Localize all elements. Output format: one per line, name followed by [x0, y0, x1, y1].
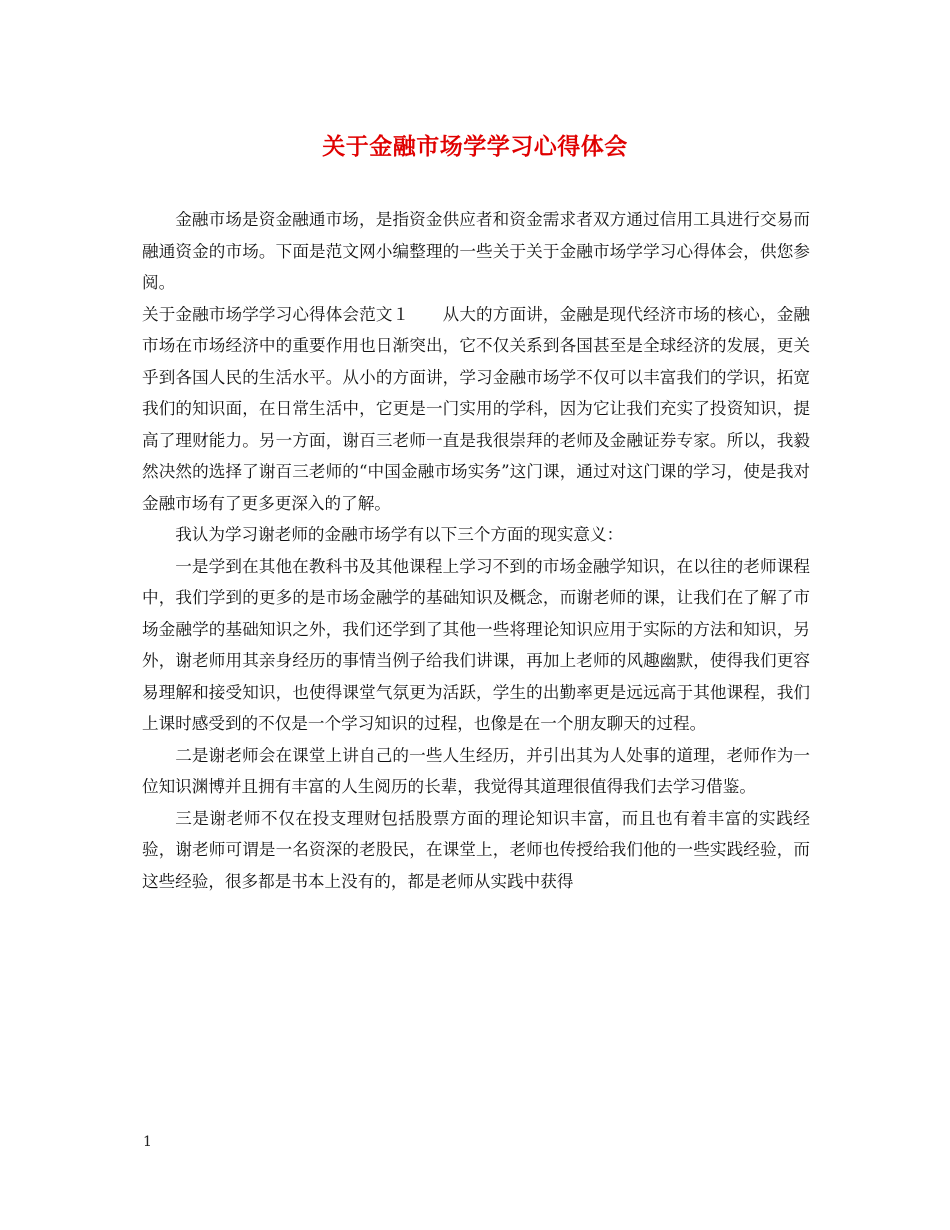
document-title: 关于金融市场学学习心得体会 — [322, 133, 628, 160]
paragraph-point-2: 二是谢老师会在课堂上讲自己的一些人生经历，并引出其为人处事的道理，老师作为一位知识渊博并且拥有丰富的人生阅历的长辈，我觉得其道理很值得我们去学习借鉴。 — [142, 745, 810, 796]
paragraph-significance-intro: 我认为学习谢老师的金融市场学有以下三个方面的现实意义： — [175, 525, 624, 544]
page-number: 1 — [143, 1134, 152, 1150]
paragraph-point-1: 一是学到在其他在教科书及其他课程上学习不到的市场金融学知识，在以往的老师课程中，我们学到的更多的是市场金融学的基础知识及概念，而谢老师的课，让我们在了解了市场金融学的基础知识之外，我们还学到了其他一些将理论知识应用于实际的方法和知识，另外，谢老师用其亲身经历的事情当例子给我们讲课，再加上老师的风趣幽默，使得我们更容易理解和接受知识，也使得课堂气氛更为活跃，学生的出勤率更是远远高于其他课程，我们上课时感受到的不仅是一个学习知识的过程，也像是在一个朋友聊天的过程。 — [142, 556, 810, 733]
paragraph-section-1: 关于金融市场学学习心得体会范文１ 从大的方面讲，金融是现代经济市场的核心，金融市场在市场经济中的重要作用也日渐突出，它不仅关系到各国甚至是全球经济的发展，更关乎到各国人民的生活水平。从小的方面讲，学习金融市场学不仅可以丰富我们的学识，拓宽我们的知识面，在日常生活中，它更是一门实用的学科，因为它让我们充实了投资知识，提高了理财能力。另一方面，谢百三老师一直是我很崇拜的老师及金融证券专家。所以，我毅然决然的选择了谢百三老师的“中国金融市场实务”这门课，通过对这门课的学习，使是我对金融市场有了更多更深入的了解。 — [142, 304, 810, 513]
document-body — [142, 204, 810, 897]
paragraph-intro: 金融市场是资金融通市场，是指资金供应者和资金需求者双方通过信用工具进行交易而融通资金的市场。下面是范文网小编整理的一些关于关于金融市场学学习心得体会，供您参阅。 — [142, 210, 810, 292]
paragraph-point-3: 三是谢老师不仅在投支理财包括股票方面的理论知识丰富，而且也有着丰富的实践经验，谢老师可谓是一名资深的老股民，在课堂上，老师也传授给我们他的一些实践经验，而这些经验，很多都是书本上没有的，都是老师从实践中获得 — [142, 808, 810, 891]
